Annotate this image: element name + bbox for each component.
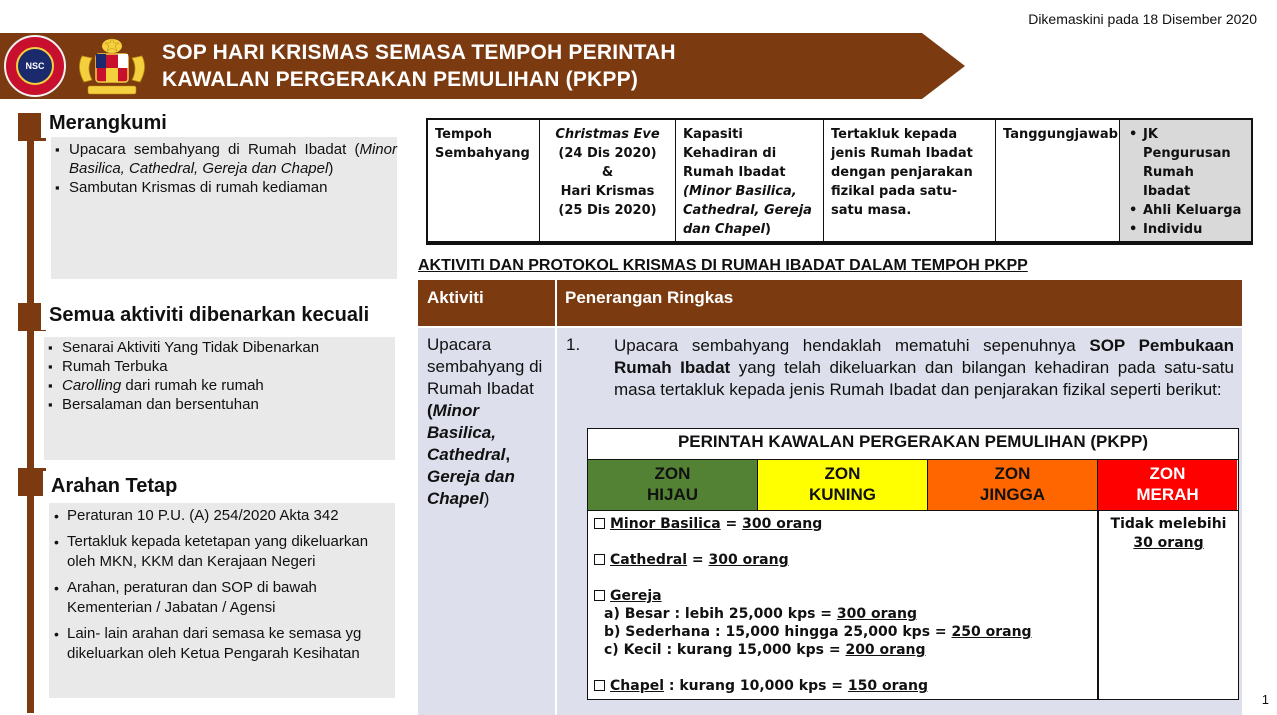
zone-header-row	[588, 459, 1238, 511]
capacity-rule-cell: Tertakluk kepada jenis Rumah Ibadat dengan penjarakan fizikal pada satu-satu masa.	[824, 120, 996, 242]
table-bottom-rule	[426, 241, 1253, 245]
header-separator	[555, 280, 557, 326]
zone-table-title: PERINTAH KAWALAN PERGERAKAN PEMULIHAN (PKPP)	[677, 432, 1149, 451]
page-number: 1	[1261, 692, 1269, 707]
summary-box	[51, 137, 397, 279]
allowed-box	[44, 337, 395, 460]
capacity-list	[594, 515, 1094, 695]
period-dates-cell: Christmas Eve (24 Dis 2020) & Hari Krismas (25 Dis 2020)	[540, 120, 676, 242]
malaysia-coat-of-arms-logo	[72, 34, 152, 98]
responsibility-item: • JK Pengurusan Rumah Ibadat	[1127, 125, 1244, 201]
standing-item: • Peraturan 10 P.U. (A) 254/2020 Akta 342	[49, 506, 395, 526]
summary-heading: Merangkumi	[41, 108, 167, 138]
nsc-logo-emblem	[16, 47, 54, 85]
pkpp-zone-table	[587, 428, 1239, 700]
header-activity: Aktiviti	[427, 288, 484, 307]
capacity-gereja: Gereja a) Besar : lebih 25,000 kps = 300 orang b) Sederhana : 15,000 hingga 25,000 kps = 250 orang c) Kecil : kurang 15,000 kps = 200 orang	[594, 587, 1094, 659]
activities-section-heading: AKTIVITI DAN PROTOKOL KRISMAS DI RUMAH IBADAT DALAM TEMPOH PKPP	[418, 257, 1028, 274]
capacity-chapel: Chapel : kurang 10,000 kps = 150 orang	[594, 677, 1094, 695]
zone-green: ZON HIJAU	[588, 460, 758, 510]
responsibility-item: • Ahli Keluarga	[1127, 201, 1244, 220]
checkbox-icon	[594, 590, 605, 601]
paragraph-number: 1.	[566, 335, 581, 354]
timeline-line	[27, 130, 34, 713]
responsibility-label-cell: Tanggungjawab	[996, 120, 1120, 242]
zone-divider	[1097, 511, 1099, 699]
checkbox-icon	[594, 680, 605, 691]
summary-item: ▪ Sambutan Krismas di rumah kediaman	[51, 178, 397, 197]
nsc-logo	[4, 35, 66, 97]
zone-orange: ZON JINGGA	[928, 460, 1098, 510]
summary-item: ▪ Upacara sembahyang di Rumah Ibadat (Minor Basilica, Cathedral, Gereja dan Chapel)	[51, 140, 397, 178]
zone-yellow: ZON KUNING	[758, 460, 928, 510]
responsibility-item: • Individu	[1127, 220, 1244, 239]
standing-orders-box	[49, 503, 395, 698]
description-paragraph: Upacara sembahyang hendaklah mematuhi sepenuhnya SOP Pembukaan Rumah Ibadat yang telah dikeluarkan dan bilangan kehadiran pada satu-satu masa tertakluk kepada jenis Rumah Ibadat dan penjarakan fizikal seperti berikut:	[614, 336, 1235, 399]
activities-table-header	[418, 280, 1242, 326]
allowed-item: ▪ Bersalaman dan bersentuhan	[44, 395, 395, 414]
period-label-cell: Tempoh Sembahyang	[428, 120, 540, 242]
prayer-period-table	[426, 118, 1253, 244]
page-title	[162, 39, 676, 93]
allowed-item: ▪ Carolling dari rumah ke rumah	[44, 376, 395, 395]
standing-item: • Lain- lain arahan dari semasa ke semasa yg dikeluarkan oleh Ketua Pengarah Kesihatan	[49, 624, 395, 664]
standing-orders-heading: Arahan Tetap	[43, 471, 177, 501]
section-marker	[18, 468, 46, 496]
checkbox-icon	[594, 518, 605, 529]
allowed-item: ▪ Senarai Aktiviti Yang Tidak Dibenarkan	[44, 338, 395, 357]
red-zone-capacity: Tidak melebihi 30 orang	[1110, 516, 1227, 551]
capacity-label-cell: Kapasiti Kehadiran di Rumah Ibadat (Minor Basilica, Cathedral, Gereja dan Chapel)	[676, 120, 824, 242]
responsibility-list-cell	[1120, 120, 1251, 242]
nsc-logo-text: NSC	[25, 61, 45, 71]
allowed-item: ▪ Rumah Terbuka	[44, 357, 395, 376]
standing-item: • Tertakluk kepada ketetapan yang dikeluarkan oleh MKN, KKM dan Kerajaan Negeri	[49, 532, 395, 572]
capacity-minor-basilica: Minor Basilica = 300 orang	[594, 515, 1094, 533]
page-title-line1: SOP HARI KRISMAS SEMASA TEMPOH PERINTAH	[162, 41, 676, 64]
zone-red: ZON MERAH	[1098, 460, 1237, 510]
allowed-heading: Semua aktiviti dibenarkan kecuali	[41, 300, 369, 330]
page-title-line2: KAWALAN PERGERAKAN PEMULIHAN (PKPP)	[162, 68, 639, 91]
capacity-cathedral: Cathedral = 300 orang	[594, 551, 1094, 569]
activity-cell: Upacara sembahyang di Rumah Ibadat (Minor Basilica, Cathedral, Gereja dan Chapel)	[418, 328, 555, 715]
last-updated-date: Dikemaskini pada 18 Disember 2020	[1028, 11, 1257, 27]
header-description: Penerangan Ringkas	[565, 288, 734, 307]
standing-item: • Arahan, peraturan dan SOP di bawah Kementerian / Jabatan / Agensi	[49, 578, 395, 618]
checkbox-icon	[594, 554, 605, 565]
